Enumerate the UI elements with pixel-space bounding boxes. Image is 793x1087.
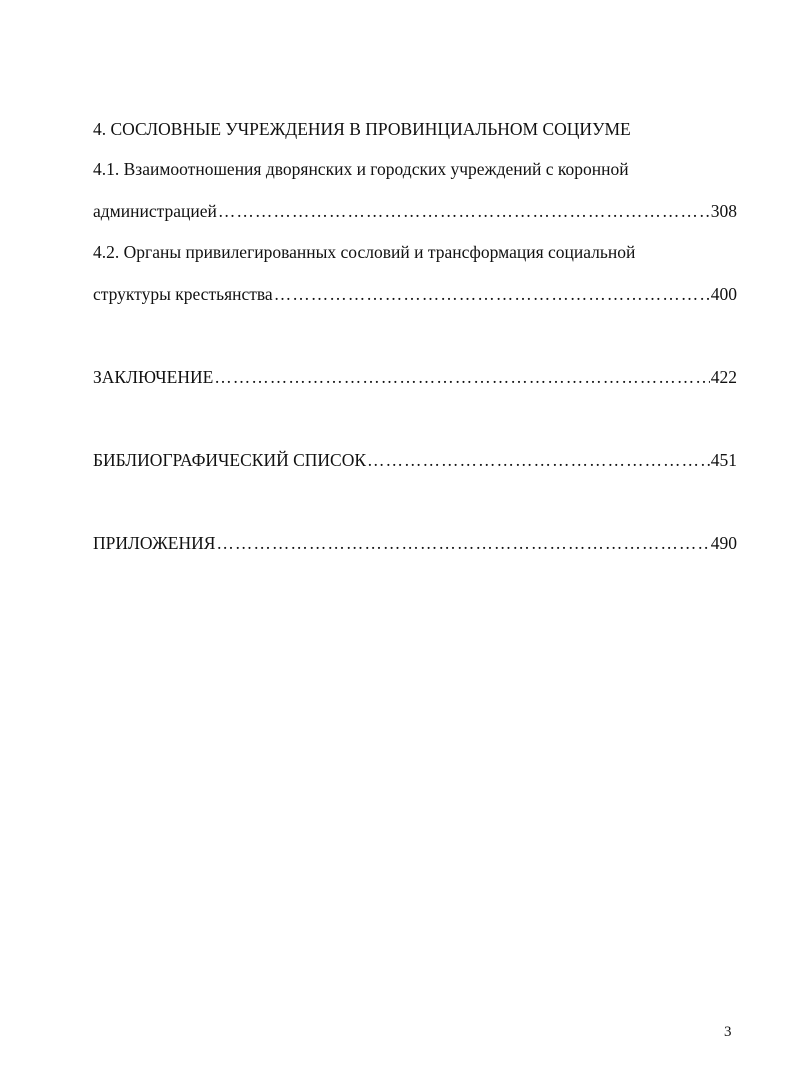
toc-entry-4-2-page: 400 — [710, 284, 737, 304]
dot-leader — [367, 448, 710, 472]
toc-chapter-bibliography[interactable] — [93, 448, 737, 472]
section-heading: 4. СОСЛОВНЫЕ УЧРЕЖДЕНИЯ В ПРОВИНЦИАЛЬНОМ СОЦИУМЕ — [93, 119, 631, 139]
dot-leader — [218, 199, 710, 223]
toc-chapter-conclusion[interactable] — [93, 365, 737, 389]
toc-chapter-title: ЗАКЛЮЧЕНИЕ — [93, 367, 214, 387]
toc-chapter-page: 490 — [710, 533, 737, 553]
page-number: 3 — [724, 1024, 732, 1040]
toc-entry-4-1-page: 308 — [710, 201, 737, 221]
toc-chapter-appendices[interactable] — [93, 531, 737, 555]
toc-entry-4-1[interactable] — [93, 199, 737, 223]
toc-entry-4-2-line1: 4.2. Органы привилегированных сословий и трансформация социальной — [93, 242, 636, 262]
toc-chapter-page: 422 — [710, 367, 737, 387]
toc-entry-4-1-line1: 4.1. Взаимоотношения дворянских и городских учреждений с коронной — [93, 159, 629, 179]
toc-entry-4-2[interactable] — [93, 282, 737, 306]
toc-entry-4-1-line2: администрацией — [93, 201, 217, 221]
dot-leader — [214, 365, 709, 389]
toc-chapter-title: БИБЛИОГРАФИЧЕСКИЙ СПИСОК — [93, 450, 367, 470]
toc-chapter-page: 451 — [710, 450, 737, 470]
dot-leader — [274, 282, 710, 306]
toc-entry-4-2-line2: структуры крестьянства — [93, 284, 273, 304]
toc-chapter-title: ПРИЛОЖЕНИЯ — [93, 533, 216, 553]
dot-leader — [216, 531, 709, 555]
